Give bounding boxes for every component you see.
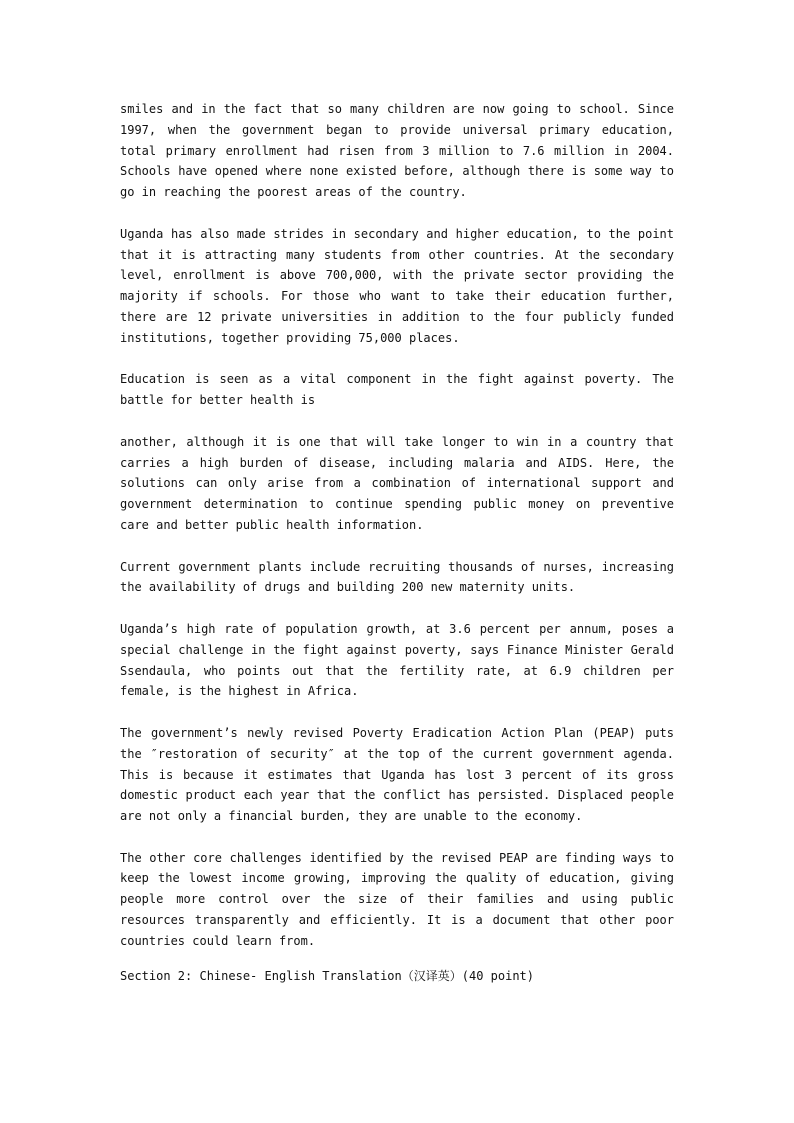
section-heading: Section 2: Chinese- English Translation（汉译英）(40 point) [120,969,535,984]
paragraph-education-progress: smiles and in the fact that so many children are now going to school. Since 1997, when the government began to provide universal primary education, total primary enrollment had risen from 3 million to 7.6 million in 2004. Schools have opened where none existed before, although there is some way to go in reaching the poorest areas of the country. [120,102,674,200]
paragraph-peap-security: The government’s newly revised Poverty Eradication Action Plan (PEAP) puts the ″restoration of security″ at the top of the current government agenda. This is because it estimates that Uganda has lost 3 percent of its gross domestic product each year that the conflict has persisted. Displaced people are not only a financial burden, they are unable to the economy. [120,725,674,824]
document-body [120,99,674,987]
paragraph-core-challenges: The other core challenges identified by the revised PEAP are finding ways to keep the lowest income growing, improving the quality of education, giving people more control over the size of their families and using public resources transparently and efficiently. It is a document that other poor countries could learn from. [120,850,674,948]
paragraph-government-plans: Current government plants include recruiting thousands of nurses, increasing the availability of drugs and building 200 new maternity units. [120,559,674,595]
paragraph-secondary-higher-education: Uganda has also made strides in secondary and higher education, to the point that it is attracting many students from other countries. At the secondary level, enrollment is above 700,000, with the private sector providing the majority if schools. For those who want to take their education further, there are 12 private universities in addition to the four publicly funded institutions, together providing 75,000 places. [120,226,674,345]
paragraph-population-growth: Uganda’s high rate of population growth, at 3.6 percent per annum, poses a special challenge in the fight against poverty, says Finance Minister Gerald Ssendaula, who points out that the fertility rate, at 6.9 children per female, is the highest in Africa. [120,621,674,699]
paragraph-education-poverty: Education is seen as a vital component in the fight against poverty. The battle for better health is [120,372,674,408]
paragraph-health-burden: another, although it is one that will take longer to win in a country that carries a high burden of disease, including malaria and AIDS. Here, the solutions can only arise from a combination of international support and government determination to continue spending public money on preventive care and better public health information. [120,434,674,532]
